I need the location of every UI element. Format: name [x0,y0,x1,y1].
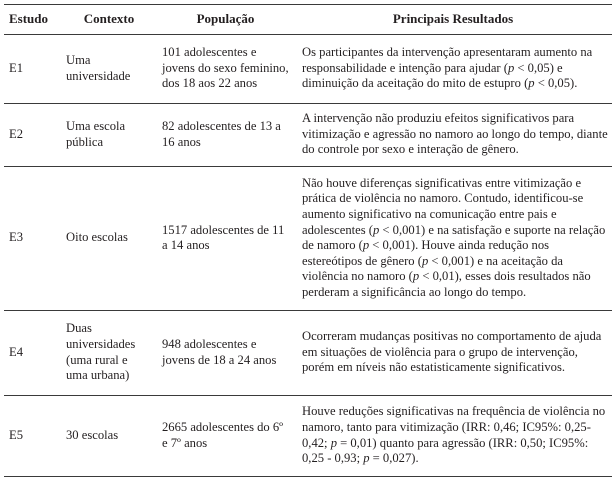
cell-populacao: 2665 adolescentes do 6º e 7º anos [157,395,294,476]
p-value-symbol: p [362,238,370,253]
table-row [4,395,612,476]
cell-populacao: 82 adolescentes de 13 a 16 anos [157,103,294,166]
cell-estudo: E1 [4,34,61,103]
table-row [4,310,612,395]
cell-populacao: 1517 adolescentes de 11 a 14 anos [157,166,294,310]
p-value-symbol: p [528,76,535,91]
header-resultados: Principais Resultados [294,5,612,35]
p-value-symbol: p [412,269,420,284]
cell-contexto: 30 escolas [61,395,157,476]
p-value-symbol: p [421,253,429,268]
header-estudo: Estudo [4,5,61,35]
cell-populacao: 948 adolescentes e jovens de 18 a 24 anos [157,310,294,395]
cell-contexto: Uma escola pública [61,103,157,166]
p-value-symbol: p [507,60,515,75]
cell-resultados: A intervenção não produziu efeitos significativos para vitimização e agressão no namoro ao longo do tempo, diante do controle por sexo e interação de gênero. [294,103,612,166]
table-row [4,103,612,166]
header-contexto: Contexto [61,5,157,35]
cell-estudo: E2 [4,103,61,166]
cell-contexto: Oito escolas [61,166,157,310]
cell-contexto: Duas universidades (uma rural e uma urbana) [61,310,157,395]
results-table [4,4,612,477]
cell-contexto: Uma universidade [61,34,157,103]
cell-resultados: Houve reduções significativas na frequência de violência no namoro, tanto para vitimização (IRR: 0,46; IC95%: 0,25-0,42; p = 0,01) quanto para agressão (IRR: 0,50; IC95%: 0,25 - 0,93; p = 0,027). [294,395,612,476]
p-value-symbol: p [330,435,337,450]
header-populacao: População [157,5,294,35]
cell-resultados: Não houve diferenças significativas entre vitimização e prática de violência no namoro. Contudo, identificou-se aumento significativo na comunicação entre pais e adolescentes (p < 0,001) e na satisfação e suporte na relação de namoro (p < 0,001). Houve ainda redução nos estereótipos de gênero (p < 0,001) e na aceitação da violência no namoro (p < 0,01), esses dois resultados não perderam a significância ao longo do tempo. [294,166,612,310]
cell-estudo: E3 [4,166,61,310]
cell-populacao: 101 adolescentes e jovens do sexo feminino, dos 18 aos 22 anos [157,34,294,103]
p-value-symbol: p [372,222,380,237]
cell-estudo: E5 [4,395,61,476]
table-row [4,166,612,310]
cell-resultados: Os participantes da intervenção apresentaram aumento na responsabilidade e intenção para ajudar (p < 0,05) e diminuição da aceitação do mito de estupro (p < 0,05). [294,34,612,103]
table-row [4,34,612,103]
cell-resultados: Ocorreram mudanças positivas no comportamento de ajuda em situações de violência para o grupo de intervenção, porém em níveis não estatisticamente significativos. [294,310,612,395]
table-header-row [4,5,612,35]
cell-estudo: E4 [4,310,61,395]
p-value-symbol: p [363,451,370,466]
